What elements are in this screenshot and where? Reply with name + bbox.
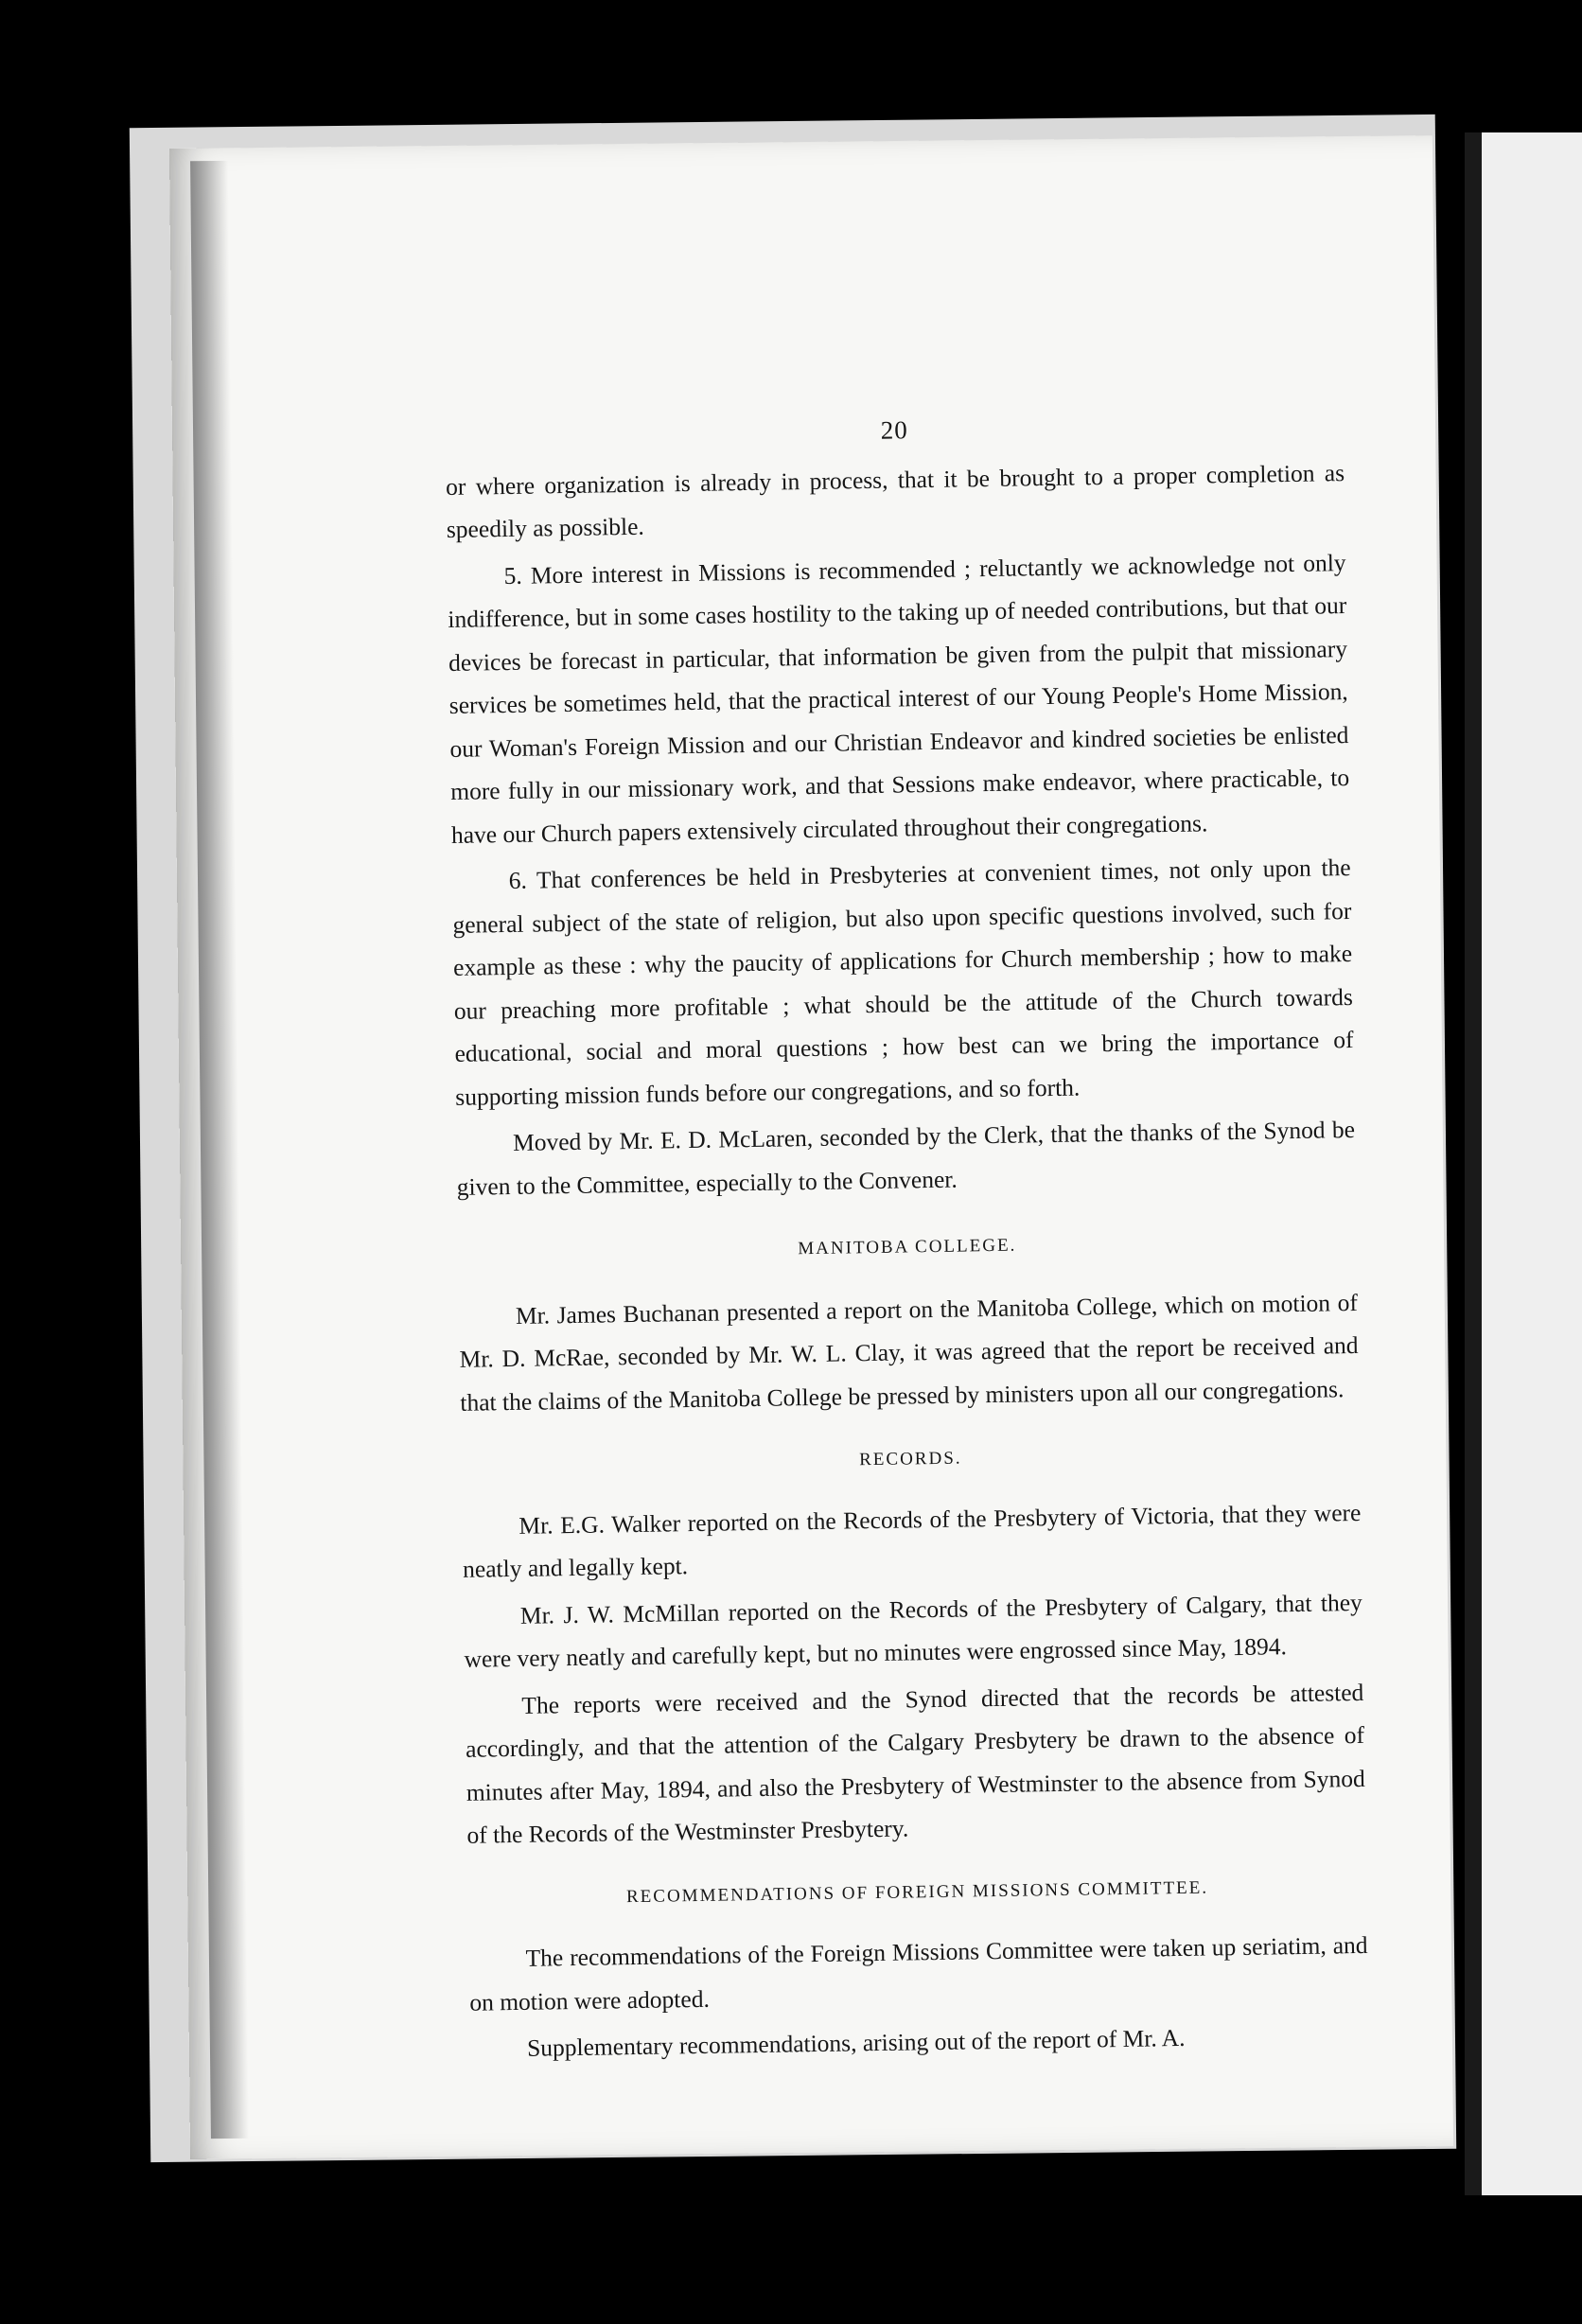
paragraph: Moved by Mr. E. D. McLaren, seconded by the Clerk, that the thanks of the Synod be given to the Committee, especially to the Convener. bbox=[456, 1115, 1356, 1201]
paragraph: Supplementary recommendations, arising out of the report of Mr. A. bbox=[526, 2023, 1186, 2062]
paragraph: Mr. J. W. McMillan reported on the Records of the Presbytery of Calgary, that they were very neatly and carefully kept, but no minutes were engrossed since May, 1894. bbox=[464, 1588, 1363, 1673]
paragraph: 6. That conferences be held in Presbyteries at convenient times, not only upon the general subject of the state of religion, but also upon specific questions involved, such for example as these : why the paucity of applications for Church membership ; how to make our preaching more profitable ; what should be the attitude of the Church towards educational, social and moral questions ; how best can we bring the importance of supporting mission funds before our congregations, and so forth. bbox=[452, 854, 1354, 1111]
page-number: 20 bbox=[880, 415, 909, 445]
paragraph: Mr. E.G. Walker reported on the Records of the Presbytery of Victoria, that they were neatly and legally kept. bbox=[462, 1498, 1362, 1583]
paragraph: The recommendations of the Foreign Missions Committee were taken up seriatim, and on motion were adopted. bbox=[469, 1930, 1368, 2016]
section-heading-foreign-missions: RECOMMENDATIONS OF FOREIGN MISSIONS COMMITTEE. bbox=[625, 1877, 1209, 1907]
section-heading-records: RECORDS. bbox=[859, 1448, 962, 1470]
paragraph: or where organization is already in process, that it be brought to a proper completion as speedily as possible. bbox=[445, 458, 1345, 543]
paragraph: Mr. James Buchanan presented a report on the Manitoba College, which on motion of Mr. D. McRae, seconded by Mr. W. L. Clay, it was agreed that the report be received and that the claims of the Manitoba College be pressed by ministers upon all our congregations. bbox=[459, 1288, 1359, 1417]
page-gutter bbox=[1465, 132, 1482, 2195]
adjacent-page bbox=[1465, 132, 1582, 2195]
paragraph: 5. More interest in Missions is recommended ; reluctantly we acknowledge not only indifference, but in some cases hostility to the taking up of needed contributions, but that our devices be forecast in particular, that information be given from the pulpit that missionary services be sometimes held, that the practical interest of our Young People's Home Mission, our Woman's Foreign Mission and our Christian Endeavor and kindred societies be enlisted more fully in our missionary work, and that Sessions make endeavor, where practicable, to have our Church papers extensively circulated throughout their congregations. bbox=[448, 548, 1350, 849]
section-heading-manitoba-college: MANITOBA COLLEGE. bbox=[798, 1235, 1017, 1259]
page-text bbox=[445, 402, 1369, 2070]
paragraph: The reports were received and the Synod directed that the records be attested accordingly, and that the attention of the Calgary Presbytery be drawn to the absence of minutes after May, 1894, and also the Presbytery of Westminster to the absence from Synod of the Records of the Westminster Presbytery. bbox=[465, 1678, 1365, 1849]
